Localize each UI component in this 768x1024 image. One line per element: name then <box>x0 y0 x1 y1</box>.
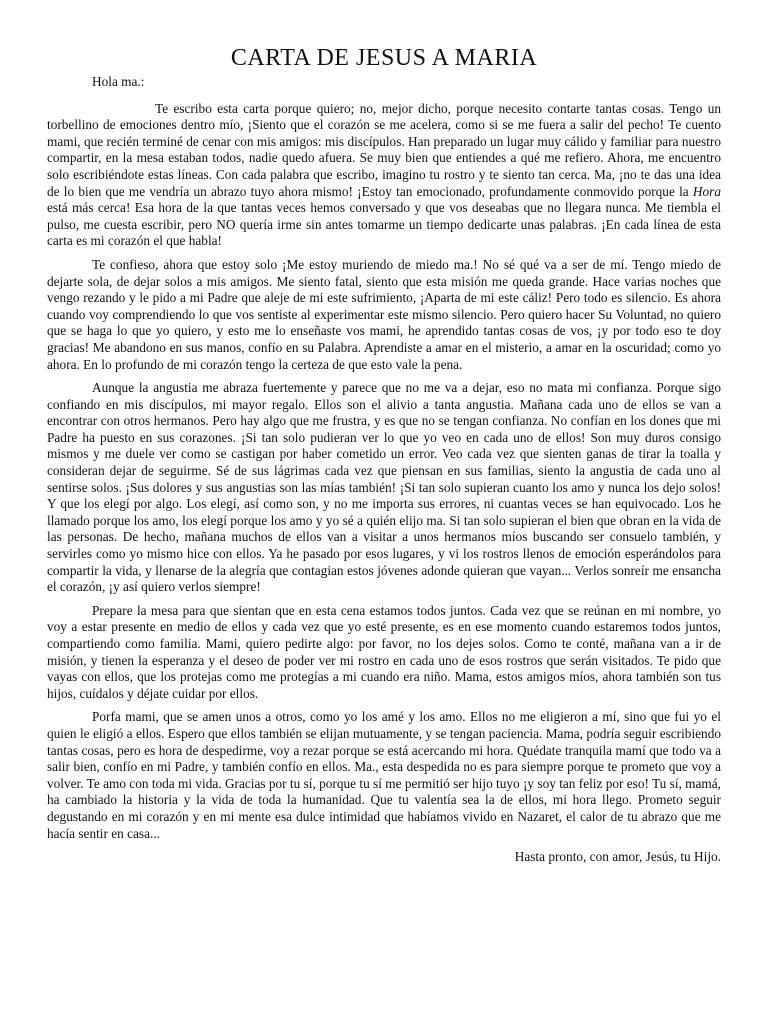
letter-signoff: Hasta pronto, con amor, Jesús, tu Hijo. <box>514 849 721 865</box>
letter-paragraph: Te escribo esta carta porque quiero; no, mejor dicho, porque necesito contarte tantas cosas. Tengo un torbellino de emociones dentro mío, ¡Siento que el corazón se me acelera, como si se me fuera a salir del pecho! Te cuento mami, que recién terminé de cenar con mis amigos: mis discípulos. Han preparado un lugar muy cálido y familiar para nuestro compartir, en la mesa estaban todos, nadie quedo afuera. Se muy bien que entiendes a qué me refiero. Ahora, me encuentro solo escribiéndote estas líneas. Con cada palabra que escribo, imagino tu rostro y te siento tan cerca. Ma, ¡no te das una idea de lo bien que me vendría un abrazo tuyo ahora mismo! ¡Estoy tan emocionado, profundamente conmovido porque la Hora está más cerca! Esa hora de la que tantas veces hemos conversado y que vos deseabas que no llegara nunca. Me tiembla el pulso, me cuesta escribir, pero NO quería irme sin antes tomarme un tiempo dedicarte unas palabras. ¡En cada línea de esta carta es mi corazón el que habla! <box>47 100 721 249</box>
letter-title: CARTA DE JESUS A MARIA <box>230 45 538 71</box>
letter-paragraph: Te confieso, ahora que estoy solo ¡Me estoy muriendo de miedo ma.! No sé qué va a ser de mí. Tengo miedo de dejarte sola, de dejar solos a mis amigos. Me siento fatal, siento que esta misión me queda grande. Hace varias noches que vengo rezando y le pido a mi Padre que aleje de mi este sufrimiento, ¡Aparta de mi este cáliz! Pero todo es silencio. Es ahora cuando voy comprendiendo lo que vos sentiste al experimentar este mismo silencio. Pero quiero hacer Su Voluntad, no quiero que se haga lo que yo quiero, y esto me lo enseñaste vos mami, he aprendido tantas cosas de vos, ¡y por todo eso te doy gracias! Me abandono en sus manos, confío en su Palabra. Aprendiste a amar en el misterio, a amar en la oscuridad; como yo ahora. En lo profundo de mi corazón tengo la certeza de que esto vale la pena. <box>47 256 721 372</box>
letter-paragraph: Aunque la angustia me abraza fuertemente y parece que no me va a dejar, eso no mata mi confianza. Porque sigo confiando en mis discípulos, mi mayor regalo. Ellos son el alivio a tanta angustia. Mañana cada uno de ellos se van a encontrar con otros hermanos. Pero hay algo que me frustra, y es que no se tengan confianza. No confían en los dones que mi Padre ha puesto en sus corazones. ¡Si tan solo pudieran ver lo que yo veo en cada uno de ellos! Son muy duros consigo mismos y me duele ver como se castigan por haber cometido un error. Veo cada vez que sienten ganas de tirar la toalla y consideran dejar de seguirme. Sé de sus lágrimas cada vez que piensan en sus familias, siento la angustia de cada uno al sentirse solos. ¡Sus dolores y sus angustias son las mías también! ¡Si tan solo supieran cuanto los amo y nunca los dejo solos! Y que los elegí por algo. Los elegí, así como son, y no me importa sus errores, ni cuantas veces se han equivocado. Los he llamado porque los amo, los elegí porque los amo y yo sé a quién elijo ma. Si tan solo supieran el bien que obran en la vida de las personas. De hecho, mañana muchos de ellos van a visitar a unos hermanos míos buscando ser consuelo también, y servirles como yo mismo hice con ellos. Ya he pasado por esos lugares, y vi los rostros llenos de emoción esperándolos para compartir la vida, y llenarse de la alegría que contagian estos jóvenes adonde quieran que vayan... Verlos sonreír me ensancha el corazón, ¡y así quiero verlos siempre! <box>47 380 721 595</box>
letter-paragraph: Prepare la mesa para que sientan que en esta cena estamos todos juntos. Cada vez que se reúnan en mi nombre, yo voy a estar presente en medio de ellos y cada vez que yo esté presente, es en ese momento cuando estaremos todos juntos, compartiendo como familia. Mami, quiero pedirte algo: por favor, no los dejes solos. Como te conté, mañana van a ir de misión, y tienen la esperanza y el deseo de poder ver mi rostro en cada uno de esos rostros que serán visitados. Te pido que vayas con ellos, que los protejas como me protegías a mi cuando era niño. Mama, estos amigos míos, ahora también son tus hijos, cuídalos y déjate cuidar por ellos. <box>47 602 721 701</box>
letter-greeting: Hola ma.: <box>92 74 145 89</box>
emphasized-word: Hora <box>692 183 721 199</box>
letter-paragraph: Porfa mami, que se amen unos a otros, como yo los amé y los amo. Ellos no me eligieron a mí, sino que fui yo el quien le eligió a ellos. Espero que ellos también se elijan mutuamente, y se tengan paciencia. Mama, podría seguir escribiendo tantas cosas, pero es hora de despedirme, voy a rezar porque se está acercando mi hora. Quédate tranquila mamí que todo va a salir bien, confío en mi Padre, y también confío en ellos. Ma., esta despedida no es para siempre porque te prometo que voy a volver. Te amo con toda mi vida. Gracias por tu sí, porque tu sí me permitió ser hijo tuyo ¡y soy tan feliz por eso! Tu sí, mamá, ha cambiado la historia y la vida de toda la humanidad. Que tu valentía sea la de ellos, mi hora llego. Prometo seguir degustando en mi corazón y en mi mente esa dulce intimidad que habíamos vivido en Nazaret, el calor de tu abrazo que me hacía sentir en casa... <box>47 709 721 841</box>
